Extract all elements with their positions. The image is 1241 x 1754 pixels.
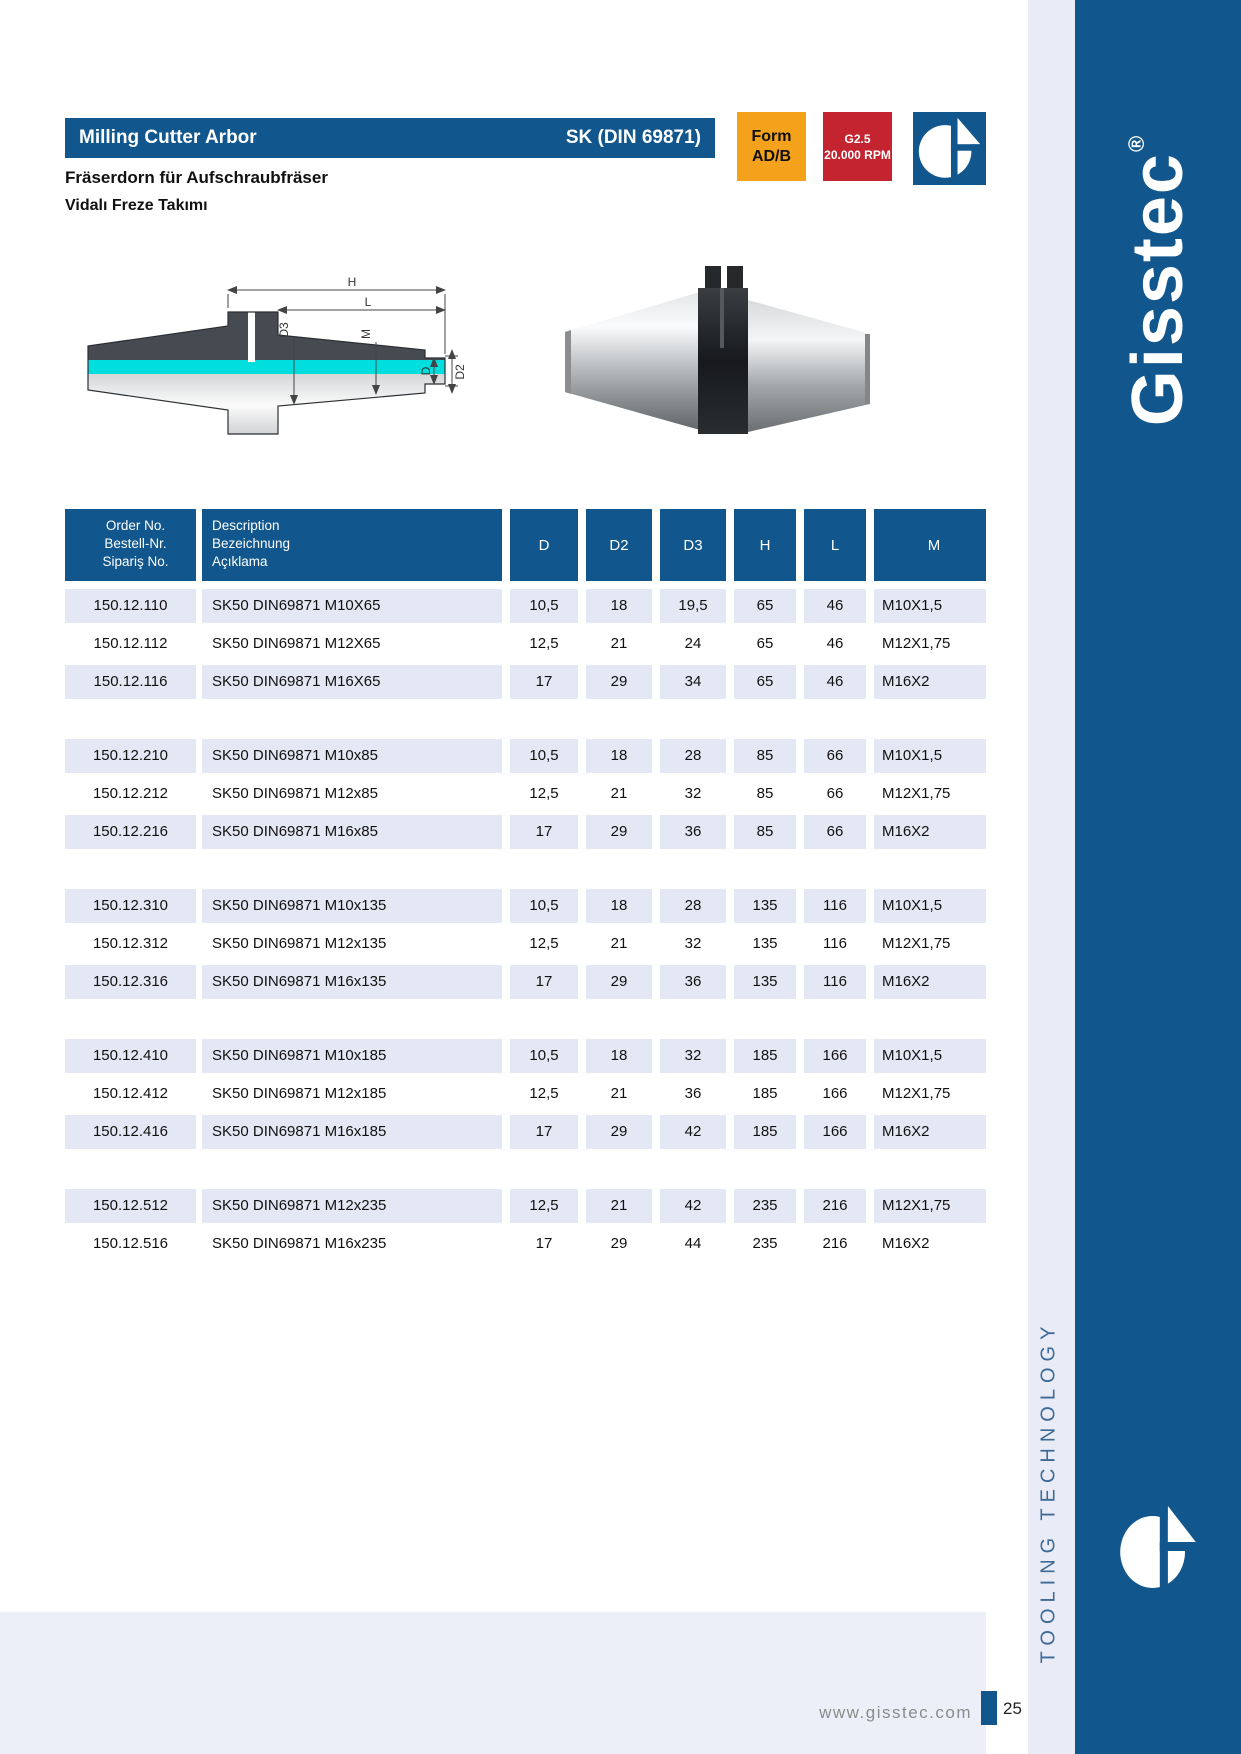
dim-h-cell: 185	[734, 1039, 796, 1073]
dim-l-cell: 166	[804, 1039, 866, 1073]
dim-h-cell: 85	[734, 815, 796, 849]
dim-d-cell: 12,5	[529, 1085, 559, 1102]
order-no-cell: 150.12.212	[92, 785, 169, 802]
order-no-cell: 150.12.210	[65, 739, 196, 773]
dim-m-cell: M12X1,75	[882, 935, 951, 952]
dim-m-cell: M10X1,5	[874, 1039, 986, 1073]
dim-d3-cell: 24	[684, 635, 702, 652]
order-no-cell: 150.12.512	[65, 1189, 196, 1223]
dim-d2-cell: 29	[610, 1235, 628, 1252]
balance-grade-badge	[823, 112, 892, 181]
page-number: 25	[1003, 1699, 1022, 1718]
dim-h-cell: 185	[734, 1115, 796, 1149]
dim-d2-cell: 21	[610, 1085, 628, 1102]
dim-m-cell: M16X2	[874, 965, 986, 999]
table-row	[65, 1189, 986, 1223]
dim-h-cell: 235	[734, 1189, 796, 1223]
header-order-de: Bestell-Nr.	[104, 536, 167, 551]
order-no-cell: 150.12.112	[93, 635, 168, 652]
gisstec-logo-icon	[913, 112, 986, 185]
form-badge	[737, 112, 806, 181]
dim-d2-cell: 29	[586, 815, 652, 849]
table-row	[65, 589, 986, 623]
dim-l-cell: 216	[822, 1235, 848, 1252]
dim-d3-cell: 42	[660, 1189, 726, 1223]
description-cell: SK50 DIN69871 M12x235	[202, 1189, 502, 1223]
dim-l-cell: 166	[822, 1085, 848, 1102]
header-order-no	[65, 509, 196, 581]
dim-d2-cell: 21	[610, 635, 628, 652]
dim-label-d3: D3	[277, 322, 291, 338]
table-row	[65, 815, 986, 849]
dim-d3-cell: 36	[660, 965, 726, 999]
spec-table-header	[65, 509, 986, 581]
dim-m-cell: M12X1,75	[882, 785, 951, 802]
page-title: Milling Cutter Arbor	[79, 127, 257, 148]
header-desc-de: Bezeichnung	[212, 536, 291, 551]
dim-label-d: D	[419, 366, 433, 376]
order-no-cell: 150.12.516	[92, 1235, 169, 1252]
table-row	[65, 665, 986, 699]
order-no-cell: 150.12.316	[65, 965, 196, 999]
brand-wordmark	[1117, 134, 1199, 426]
dim-d2-cell: 18	[586, 889, 652, 923]
balance-grade-line1: G2.5	[844, 131, 871, 146]
dim-l-cell: 46	[804, 589, 866, 623]
dim-m-cell: M10X1,5	[874, 589, 986, 623]
dim-d-cell: 10,5	[510, 589, 578, 623]
header-desc-en: Description	[212, 518, 280, 533]
dim-d3-cell: 28	[660, 889, 726, 923]
description-cell: SK50 DIN69871 M16x135	[202, 965, 502, 999]
description-cell: SK50 DIN69871 M10x85	[202, 739, 502, 773]
order-no-cell: 150.12.312	[92, 935, 169, 952]
arbor-shaft	[748, 300, 870, 432]
dim-d2-cell: 18	[586, 739, 652, 773]
dim-h-cell: 185	[752, 1085, 778, 1102]
description-cell: SK50 DIN69871 M16x235	[212, 1235, 387, 1252]
dim-l-cell: 46	[826, 635, 844, 652]
title-bar	[65, 118, 715, 158]
dim-d2-cell: 18	[586, 589, 652, 623]
website-link[interactable]: www.gisstec.com	[819, 1703, 972, 1722]
description-cell: SK50 DIN69871 M12x135	[212, 935, 387, 952]
description-cell: SK50 DIN69871 M16x185	[202, 1115, 502, 1149]
dim-l-cell: 116	[804, 965, 866, 999]
order-no-cell: 150.12.110	[65, 589, 196, 623]
dim-d-cell: 10,5	[510, 889, 578, 923]
dim-m-cell: M16X2	[874, 1115, 986, 1149]
dim-d-cell: 12,5	[510, 1189, 578, 1223]
dim-d2-cell: 21	[586, 1189, 652, 1223]
table-row	[65, 1227, 986, 1261]
dim-l-cell: 46	[804, 665, 866, 699]
dim-d-cell: 17	[535, 1235, 553, 1252]
dim-d2-cell: 21	[610, 785, 628, 802]
table-row	[65, 965, 986, 999]
dim-d-cell: 10,5	[510, 1039, 578, 1073]
taper-cone	[565, 292, 700, 430]
table-row	[65, 627, 986, 661]
dim-d3-cell: 32	[684, 785, 702, 802]
table-row	[65, 927, 986, 961]
dim-h-cell: 85	[756, 785, 774, 802]
subtitle-german: Fräserdorn für Aufschraubfräser	[65, 168, 328, 187]
standard-label: SK (DIN 69871)	[565, 127, 701, 148]
table-group	[65, 889, 986, 999]
table-row	[65, 739, 986, 773]
dim-l-cell: 66	[826, 785, 844, 802]
table-row	[65, 777, 986, 811]
dim-d2-cell: 21	[610, 935, 628, 952]
footer-band	[0, 1612, 986, 1754]
dim-d2-cell: 29	[586, 1115, 652, 1149]
registered-mark: ®	[1124, 133, 1149, 153]
dim-d2-cell: 18	[586, 1039, 652, 1073]
dim-d-cell: 12,5	[529, 935, 559, 952]
dim-m-cell: M12X1,75	[874, 1189, 986, 1223]
spec-table	[65, 509, 986, 1265]
dim-m-cell: M16X2	[882, 1235, 930, 1252]
dim-d3-cell: 44	[684, 1235, 702, 1252]
dim-h-cell: 135	[752, 935, 778, 952]
order-no-cell: 150.12.412	[92, 1085, 169, 1102]
table-group	[65, 1039, 986, 1149]
dim-d2-cell: 29	[586, 965, 652, 999]
table-group	[65, 589, 986, 699]
dim-m-cell: M16X2	[874, 815, 986, 849]
description-cell: SK50 DIN69871 M10X65	[202, 589, 502, 623]
description-cell: SK50 DIN69871 M12x185	[212, 1085, 387, 1102]
dim-label-h: H	[347, 275, 357, 289]
dim-h-cell: 85	[734, 739, 796, 773]
header-order-en: Order No.	[105, 518, 166, 533]
table-row	[65, 1077, 986, 1111]
dim-d-cell: 17	[510, 815, 578, 849]
table-row	[65, 1115, 986, 1149]
dim-h-cell: 235	[752, 1235, 778, 1252]
dim-label-m: M	[359, 329, 373, 339]
dim-m-cell: M12X1,75	[882, 1085, 951, 1102]
brand-name: Gisstec	[1118, 152, 1198, 427]
dim-h-cell: 65	[734, 665, 796, 699]
description-cell: SK50 DIN69871 M12x85	[212, 785, 378, 802]
dim-l-cell: 116	[823, 935, 847, 952]
form-badge-line2: AD/B	[751, 147, 792, 165]
order-no-cell: 150.12.310	[65, 889, 196, 923]
header-dim-d2: D2	[586, 509, 652, 581]
dim-m-cell: M10X1,5	[874, 739, 986, 773]
spec-table-body	[65, 589, 986, 1261]
dim-d3-cell: 28	[660, 739, 726, 773]
dim-m-cell: M10X1,5	[874, 889, 986, 923]
header-dim-m: M	[874, 509, 986, 581]
dim-d3-cell: 32	[660, 1039, 726, 1073]
dim-h-cell: 135	[734, 965, 796, 999]
brand-tagline: TOOLING TECHNOLOGY	[1037, 1320, 1060, 1664]
dim-h-cell: 65	[734, 589, 796, 623]
dim-l-cell: 116	[804, 889, 866, 923]
table-group	[65, 739, 986, 849]
footer-square-marker	[981, 1691, 997, 1725]
table-row	[65, 889, 986, 923]
product-photo	[545, 252, 890, 437]
dim-d3-cell: 36	[660, 815, 726, 849]
dim-h-cell: 135	[734, 889, 796, 923]
order-no-cell: 150.12.410	[65, 1039, 196, 1073]
dim-l-cell: 66	[804, 815, 866, 849]
dim-l-cell: 66	[804, 739, 866, 773]
header-desc-tr: Açıklama	[212, 554, 268, 569]
description-cell: SK50 DIN69871 M10x135	[202, 889, 502, 923]
header-dim-l: L	[804, 509, 866, 581]
dim-l-cell: 166	[804, 1115, 866, 1149]
dim-label-l: L	[364, 295, 372, 309]
header-order-tr: Sipariş No.	[102, 554, 169, 569]
gisstec-logo-icon-large	[1113, 1498, 1203, 1598]
dim-d-cell: 12,5	[529, 785, 559, 802]
order-no-cell: 150.12.116	[65, 665, 196, 699]
balance-rpm-line2: 20.000 RPM	[824, 147, 891, 162]
table-group	[65, 1189, 986, 1261]
form-badge-line1: Form	[751, 127, 792, 145]
dim-d3-cell: 34	[660, 665, 726, 699]
header-dim-d: D	[510, 509, 578, 581]
table-row	[65, 1039, 986, 1073]
technical-drawing	[60, 238, 480, 443]
dim-d-cell: 17	[510, 965, 578, 999]
dim-label-d2: D2	[453, 364, 467, 380]
subtitle-turkish: Vidalı Freze Takımı	[65, 197, 208, 214]
dim-d3-cell: 42	[660, 1115, 726, 1149]
dim-d-cell: 12,5	[529, 635, 559, 652]
header-dim-d3: D3	[660, 509, 726, 581]
description-cell: SK50 DIN69871 M10x185	[202, 1039, 502, 1073]
dim-h-cell: 65	[756, 635, 774, 652]
header-dim-h: H	[734, 509, 796, 581]
dim-d-cell: 17	[510, 665, 578, 699]
description-cell: SK50 DIN69871 M16x85	[202, 815, 502, 849]
dim-d-cell: 17	[510, 1115, 578, 1149]
description-cell: SK50 DIN69871 M16X65	[202, 665, 502, 699]
dim-d3-cell: 32	[684, 935, 702, 952]
dim-d-cell: 10,5	[510, 739, 578, 773]
dim-m-cell: M12X1,75	[882, 635, 951, 652]
dim-l-cell: 216	[804, 1189, 866, 1223]
dim-d3-cell: 19,5	[660, 589, 726, 623]
dim-d3-cell: 36	[684, 1085, 702, 1102]
order-no-cell: 150.12.216	[65, 815, 196, 849]
header-description	[202, 509, 502, 581]
order-no-cell: 150.12.416	[65, 1115, 196, 1149]
dim-m-cell: M16X2	[874, 665, 986, 699]
dim-d2-cell: 29	[586, 665, 652, 699]
description-cell: SK50 DIN69871 M12X65	[212, 635, 381, 652]
